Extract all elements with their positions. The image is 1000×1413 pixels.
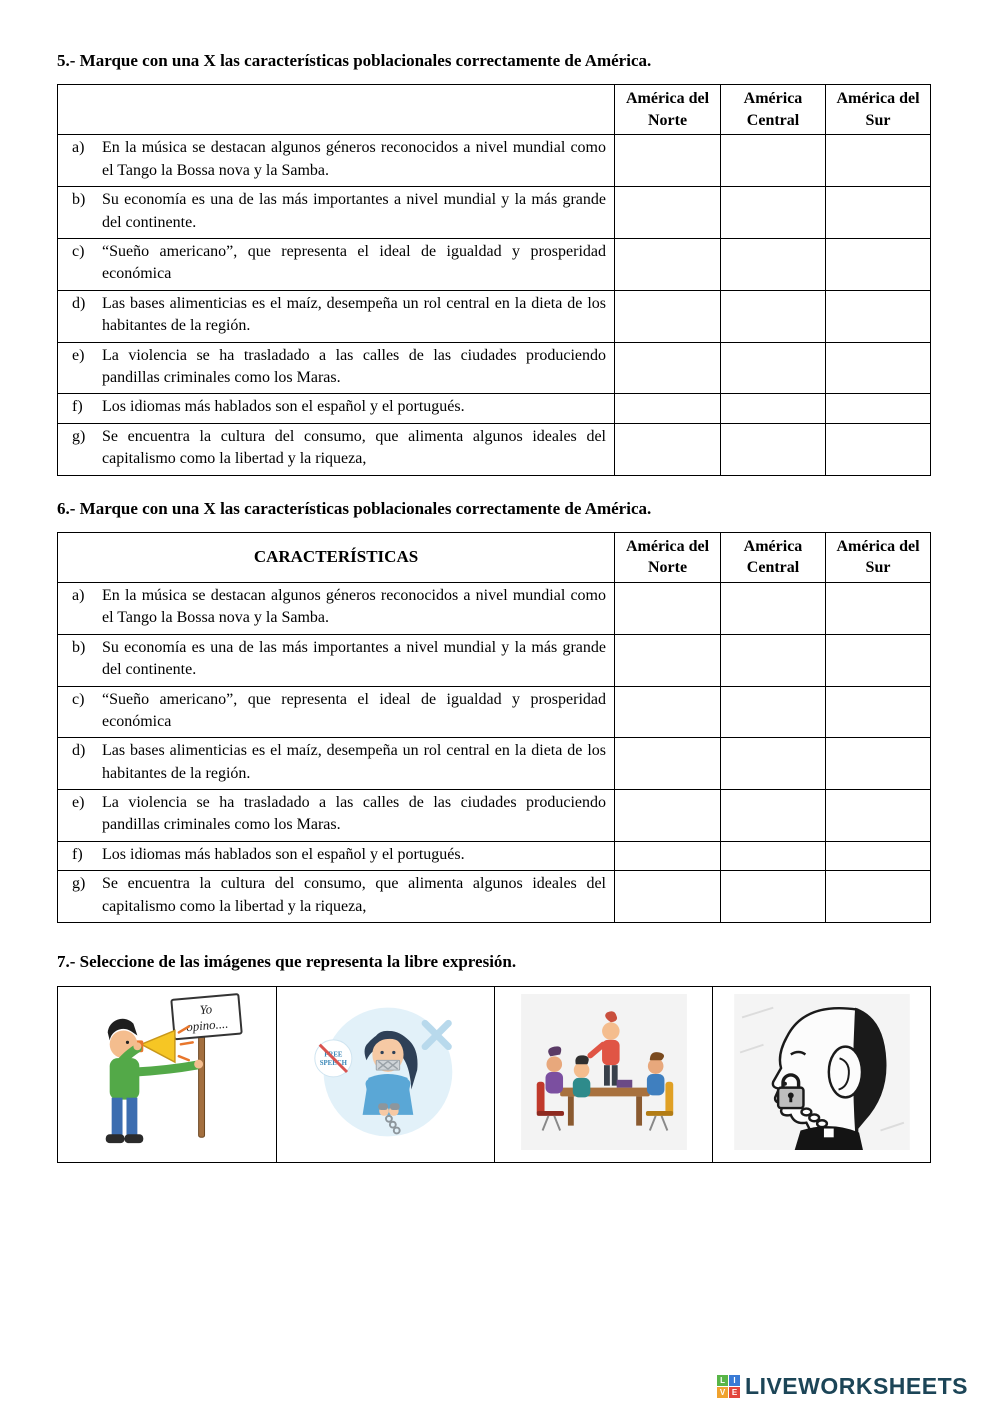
characteristic-cell <box>58 790 615 842</box>
answer-cell[interactable] <box>721 239 826 291</box>
characteristic-text: Su economía es una de las más importantes a nivel mundial y la más grande del continente. <box>102 638 606 679</box>
answer-cell[interactable] <box>826 841 931 870</box>
answer-cell[interactable] <box>721 423 826 475</box>
liveworksheets-footer <box>717 1373 968 1400</box>
group-discussion-illustration <box>521 994 687 1150</box>
characteristic-text: La violencia se ha trasladado a las calles de las ciudades produciendo pandillas criminales como los Maras. <box>102 346 606 386</box>
answer-cell[interactable] <box>826 394 931 423</box>
free-speech-badge-line1: FREE <box>323 1051 342 1059</box>
answer-cell[interactable] <box>615 634 721 686</box>
characteristic-text: “Sueño americano”, que representa el ideal de igualdad y prosperidad económica <box>102 690 606 730</box>
row-letter: e) <box>72 346 85 364</box>
logo-square-i: I <box>729 1375 740 1386</box>
characteristic-text: Su economía es una de las más importantes a nivel mundial y la más grande del continente. <box>102 191 606 231</box>
answer-cell[interactable] <box>721 394 826 423</box>
row-letter: d) <box>72 294 86 312</box>
characteristics-header-empty <box>58 85 615 135</box>
characteristic-text: En la música se destacan algunos géneros reconocidos a nivel mundial como el Tango la Bossa nova y la Samba. <box>102 586 606 627</box>
answer-cell[interactable] <box>615 871 721 923</box>
answer-cell[interactable] <box>826 290 931 342</box>
characteristic-text: La violencia se ha trasladado a las calles de las ciudades produciendo pandillas criminales como los Maras. <box>102 794 606 834</box>
answer-cell[interactable] <box>615 290 721 342</box>
characteristic-row <box>58 423 931 475</box>
region-column-header: América Central <box>721 532 826 582</box>
answer-cell[interactable] <box>721 841 826 870</box>
answer-cell[interactable] <box>615 582 721 634</box>
characteristic-row <box>58 290 931 342</box>
answer-cell[interactable] <box>721 187 826 239</box>
characteristic-cell <box>58 686 615 738</box>
answer-cell[interactable] <box>615 239 721 291</box>
answer-cell[interactable] <box>615 841 721 870</box>
answer-cell[interactable] <box>721 290 826 342</box>
answer-cell[interactable] <box>615 342 721 394</box>
answer-cell[interactable] <box>826 342 931 394</box>
question-5-header-row <box>58 85 931 135</box>
characteristic-cell <box>58 871 615 923</box>
answer-cell[interactable] <box>721 738 826 790</box>
answer-cell[interactable] <box>826 187 931 239</box>
worksheet-content <box>57 50 937 1163</box>
question-6-heading: 6.- Marque con una X las características poblacionales correctamente de América. <box>57 498 652 518</box>
answer-cell[interactable] <box>615 738 721 790</box>
liveworksheets-logo-icon <box>717 1375 740 1398</box>
answer-cell[interactable] <box>615 686 721 738</box>
image-option-padlocked-mouth[interactable] <box>713 987 931 1163</box>
answer-cell[interactable] <box>826 135 931 187</box>
answer-cell[interactable] <box>826 582 931 634</box>
characteristic-text: En la música se destacan algunos géneros reconocidos a nivel mundial como el Tango la Bossa nova y la Samba. <box>102 139 606 179</box>
answer-cell[interactable] <box>826 634 931 686</box>
row-letter: a) <box>72 139 85 157</box>
characteristic-cell <box>58 634 615 686</box>
characteristic-row <box>58 394 931 423</box>
liveworksheets-wordmark: LIVEWORKSHEETS <box>745 1373 968 1399</box>
characteristic-text: Las bases alimenticias es el maíz, desempeña un rol central en la dieta de los habitantes de la región. <box>102 294 606 335</box>
answer-cell[interactable] <box>826 423 931 475</box>
answer-cell[interactable] <box>721 686 826 738</box>
question-6-table <box>57 532 931 923</box>
image-option-megaphone-man[interactable] <box>58 987 277 1163</box>
characteristic-cell <box>58 290 615 342</box>
row-letter: f) <box>72 398 83 416</box>
row-letter: g) <box>72 875 86 893</box>
row-letter: f) <box>72 845 83 863</box>
characteristic-text: “Sueño americano”, que representa el ideal de igualdad y prosperidad económica <box>102 243 606 283</box>
row-letter: b) <box>72 191 86 209</box>
characteristics-header: CARACTERÍSTICAS <box>58 532 615 582</box>
logo-square-v: V <box>717 1387 728 1398</box>
characteristic-cell <box>58 841 615 870</box>
characteristic-cell <box>58 394 615 423</box>
region-column-header: América del Norte <box>615 532 721 582</box>
answer-cell[interactable] <box>721 582 826 634</box>
question-6-header-row <box>58 532 931 582</box>
answer-cell[interactable] <box>615 423 721 475</box>
answer-cell[interactable] <box>721 790 826 842</box>
characteristic-text: Los idiomas más hablados son el español y el portugués. <box>102 398 465 416</box>
characteristic-cell <box>58 239 615 291</box>
characteristic-cell <box>58 423 615 475</box>
characteristic-cell <box>58 342 615 394</box>
characteristic-row <box>58 790 931 842</box>
sign-text-line1: Yo <box>199 1002 213 1018</box>
characteristic-cell <box>58 582 615 634</box>
question-6-table-body <box>58 582 931 922</box>
image-option-censored-woman[interactable] <box>277 987 495 1163</box>
answer-cell[interactable] <box>721 135 826 187</box>
region-column-header: América del Sur <box>826 532 931 582</box>
row-letter: a) <box>72 586 85 604</box>
region-column-header: América del Sur <box>826 85 931 135</box>
characteristic-row <box>58 187 931 239</box>
characteristic-row <box>58 738 931 790</box>
characteristic-row <box>58 239 931 291</box>
characteristic-text: Se encuentra la cultura del consumo, que alimenta algunos ideales del capitalismo como la libertad y la riqueza, <box>102 427 606 468</box>
characteristic-text: Se encuentra la cultura del consumo, que alimenta algunos ideales del capitalismo como la libertad y la riqueza, <box>102 875 606 915</box>
image-option-group-discussion[interactable] <box>495 987 713 1163</box>
answer-cell[interactable] <box>721 634 826 686</box>
answer-cell[interactable] <box>615 790 721 842</box>
padlocked-mouth-illustration <box>734 994 910 1150</box>
sign-text-line2: opino.... <box>185 1016 229 1035</box>
row-letter: g) <box>72 427 86 445</box>
question-5-table <box>57 84 931 475</box>
answer-cell[interactable] <box>615 187 721 239</box>
row-letter: d) <box>72 742 86 760</box>
logo-square-l: L <box>717 1375 728 1386</box>
answer-cell[interactable] <box>615 135 721 187</box>
characteristic-cell <box>58 135 615 187</box>
characteristic-row <box>58 841 931 870</box>
characteristic-cell <box>58 738 615 790</box>
characteristic-text: Las bases alimenticias es el maíz, desempeña un rol central en la dieta de los habitantes de la región. <box>102 742 606 782</box>
question-7-heading: 7.- Seleccione de las imágenes que representa la libre expresión. <box>57 952 517 972</box>
answer-cell[interactable] <box>826 686 931 738</box>
answer-cell[interactable] <box>826 239 931 291</box>
answer-cell[interactable] <box>615 394 721 423</box>
answer-cell[interactable] <box>826 790 931 842</box>
censored-woman-illustration <box>298 994 474 1150</box>
answer-cell[interactable] <box>826 871 931 923</box>
row-letter: b) <box>72 638 86 656</box>
megaphone-man-illustration <box>78 989 256 1155</box>
characteristic-row <box>58 582 931 634</box>
image-options-row <box>58 987 931 1163</box>
characteristic-row <box>58 342 931 394</box>
answer-cell[interactable] <box>721 342 826 394</box>
characteristic-row <box>58 686 931 738</box>
region-column-header: América del Norte <box>615 85 721 135</box>
logo-square-e: E <box>729 1387 740 1398</box>
row-letter: e) <box>72 794 85 812</box>
question-5-heading: 5.- Marque con una X las características poblacionales correctamente de América. <box>57 51 652 70</box>
row-letter: c) <box>72 690 85 708</box>
characteristic-row <box>58 135 931 187</box>
free-speech-badge-line2: SPEECH <box>319 1060 347 1068</box>
question-7-image-table <box>57 986 931 1163</box>
characteristic-text: Los idiomas más hablados son el español y el portugués. <box>102 845 465 863</box>
characteristic-row <box>58 634 931 686</box>
region-column-header: América Central <box>721 85 826 135</box>
answer-cell[interactable] <box>826 738 931 790</box>
characteristic-cell <box>58 187 615 239</box>
row-letter: c) <box>72 243 85 260</box>
answer-cell[interactable] <box>721 871 826 923</box>
question-5-table-body <box>58 135 931 475</box>
characteristic-row <box>58 871 931 923</box>
